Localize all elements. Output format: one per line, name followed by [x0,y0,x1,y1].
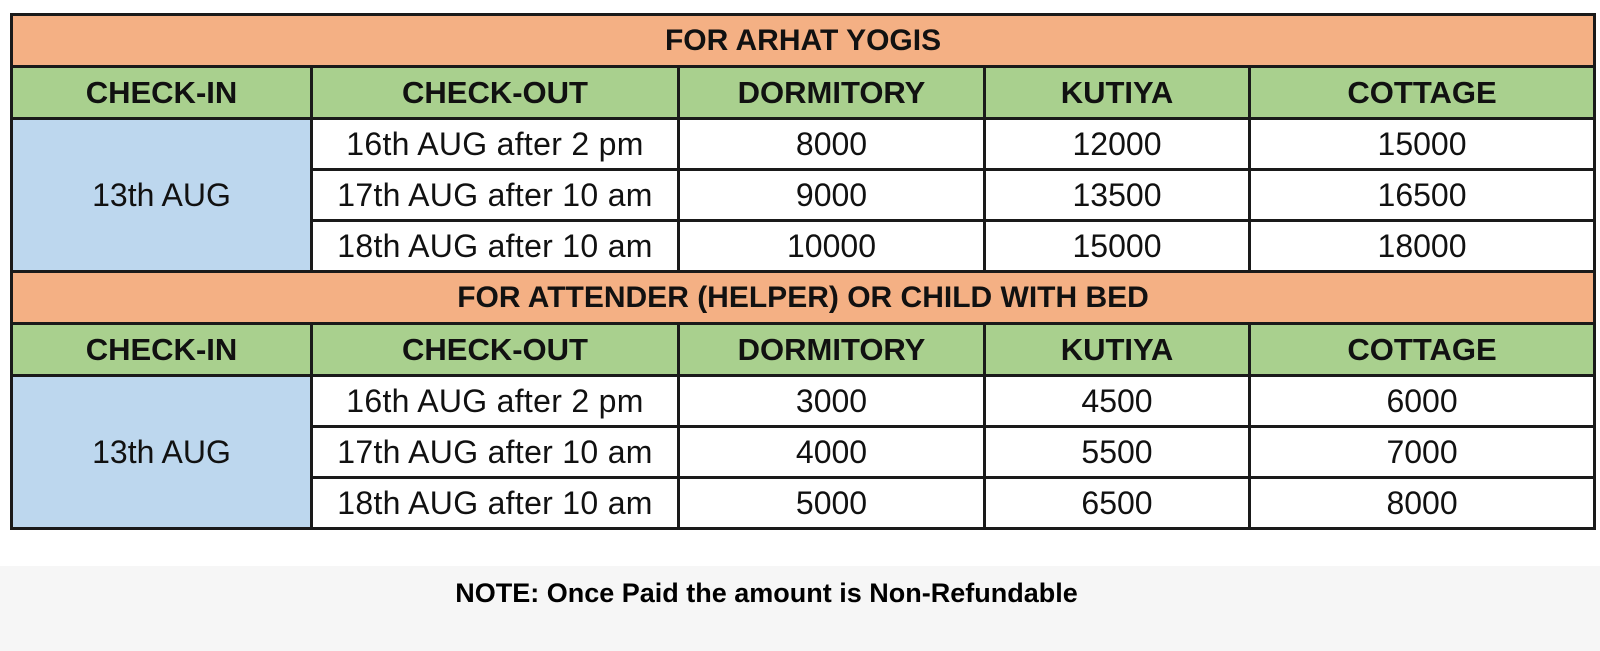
cottage-price-cell: 16500 [1250,170,1595,221]
header-cottage: COTTAGE [1250,67,1595,119]
tariff-table [10,13,1596,530]
dormitory-price-cell: 5000 [679,478,985,529]
header-dormitory: DORMITORY [679,67,985,119]
checkout-cell: 18th AUG after 10 am [312,478,679,529]
section-title-arhat-yogis: FOR ARHAT YOGIS [12,15,1595,67]
refund-note: NOTE: Once Paid the amount is Non-Refundable [455,578,1078,608]
cottage-price-cell: 6000 [1250,376,1595,427]
dormitory-price-cell: 4000 [679,427,985,478]
column-header-row [12,324,1595,376]
table-row [12,376,1595,427]
kutiya-price-cell: 13500 [985,170,1250,221]
checkout-cell: 17th AUG after 10 am [312,427,679,478]
header-kutiya: KUTIYA [985,324,1250,376]
header-cottage: COTTAGE [1250,324,1595,376]
kutiya-price-cell: 12000 [985,119,1250,170]
header-check-out: CHECK-OUT [312,324,679,376]
column-header-row [12,67,1595,119]
header-check-in: CHECK-IN [12,67,312,119]
table-row [12,119,1595,170]
cottage-price-cell: 8000 [1250,478,1595,529]
cottage-price-cell: 18000 [1250,221,1595,272]
section-title-row [12,15,1595,67]
kutiya-price-cell: 5500 [985,427,1250,478]
checkin-date-cell: 13th AUG [12,376,312,529]
checkout-cell: 16th AUG after 2 pm [312,376,679,427]
header-check-in: CHECK-IN [12,324,312,376]
dormitory-price-cell: 10000 [679,221,985,272]
header-kutiya: KUTIYA [985,67,1250,119]
cottage-price-cell: 7000 [1250,427,1595,478]
section-title-attender-child: FOR ATTENDER (HELPER) OR CHILD WITH BED [12,272,1595,324]
header-check-out: CHECK-OUT [312,67,679,119]
checkout-cell: 17th AUG after 10 am [312,170,679,221]
dormitory-price-cell: 3000 [679,376,985,427]
kutiya-price-cell: 4500 [985,376,1250,427]
checkin-date-cell: 13th AUG [12,119,312,272]
checkout-cell: 18th AUG after 10 am [312,221,679,272]
dormitory-price-cell: 8000 [679,119,985,170]
cottage-price-cell: 15000 [1250,119,1595,170]
dormitory-price-cell: 9000 [679,170,985,221]
checkout-cell: 16th AUG after 2 pm [312,119,679,170]
kutiya-price-cell: 6500 [985,478,1250,529]
section-title-row [12,272,1595,324]
header-dormitory: DORMITORY [679,324,985,376]
kutiya-price-cell: 15000 [985,221,1250,272]
